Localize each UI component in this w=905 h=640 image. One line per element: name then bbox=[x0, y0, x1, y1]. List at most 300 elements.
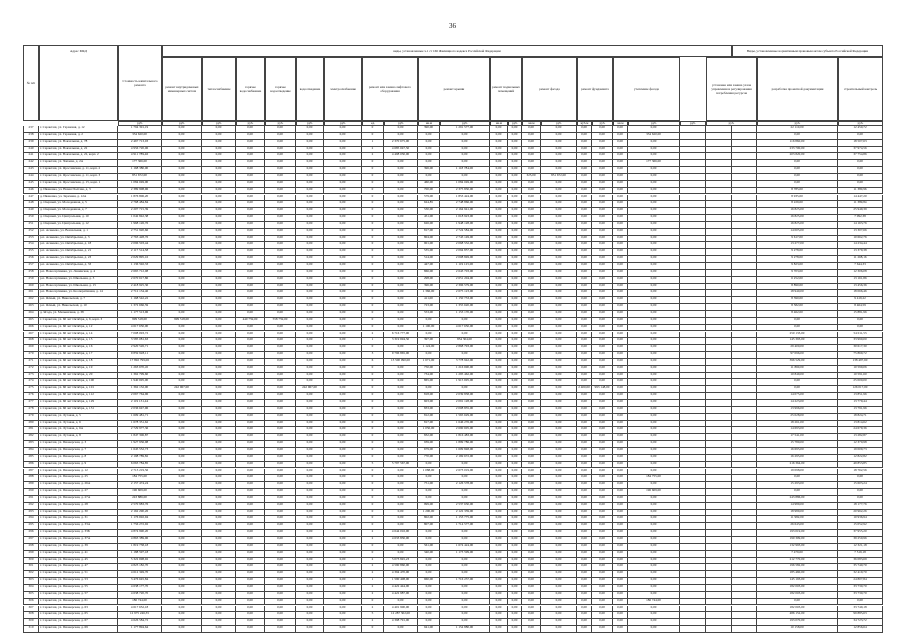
row-value: 0,00 bbox=[613, 153, 628, 160]
row-value: 0,00 bbox=[541, 469, 577, 476]
row-value: 2 537 630,00 bbox=[440, 503, 490, 510]
row-value: 0,00 bbox=[162, 373, 202, 380]
row-value: 0,00 bbox=[628, 379, 680, 386]
unit-5: руб. bbox=[296, 121, 324, 126]
row-value: 4 498 030,00 bbox=[384, 153, 418, 160]
empty-cell bbox=[706, 242, 732, 249]
row-value: 0,00 bbox=[508, 242, 522, 249]
row-value: 0,00 bbox=[592, 188, 613, 195]
row-value: 0,00 bbox=[162, 263, 202, 270]
row-value: 0,00 bbox=[613, 133, 628, 140]
row-value: 0,00 bbox=[541, 332, 577, 339]
row-value: 0,00 bbox=[324, 441, 362, 448]
empty-cell bbox=[680, 249, 706, 256]
row-number: 305 bbox=[23, 592, 39, 599]
row-value: 0,00 bbox=[628, 393, 680, 400]
empty-cell bbox=[706, 585, 732, 592]
row-value: 0,00 bbox=[522, 537, 541, 544]
row-value: 0,00 bbox=[613, 523, 628, 530]
row-value: 0,00 bbox=[296, 195, 324, 202]
row-value: 8 464,59 bbox=[838, 304, 883, 311]
row-value: 0,00 bbox=[236, 297, 265, 304]
row-value: 700,00 bbox=[418, 188, 440, 195]
row-value: 0,00 bbox=[522, 236, 541, 243]
row-value: 0,00 bbox=[265, 277, 296, 284]
empty-cell bbox=[706, 270, 732, 277]
empty-cell bbox=[706, 215, 732, 222]
row-value: 0,00 bbox=[418, 619, 440, 626]
row-number: 309 bbox=[23, 619, 39, 626]
row-address: г. Саракташ, ул. Пионерская, д. 8 bbox=[39, 455, 118, 462]
row-value: 0,00 bbox=[508, 160, 522, 167]
row-number: 258 bbox=[23, 270, 39, 277]
row-value: 0,00 bbox=[384, 325, 418, 332]
row-value: 0,00 bbox=[592, 544, 613, 551]
row-value: 0 bbox=[362, 311, 384, 318]
row-value: 0,00 bbox=[592, 256, 613, 263]
row-value: 2 570 983,76 bbox=[118, 503, 162, 510]
row-value: 0,00 bbox=[757, 379, 838, 386]
row-value: 0,00 bbox=[265, 181, 296, 188]
row-value: 0,00 bbox=[577, 284, 592, 291]
row-value: 0,00 bbox=[296, 366, 324, 373]
row-value: 0,00 bbox=[541, 345, 577, 352]
row-value: 0,00 bbox=[522, 544, 541, 551]
row-value: 2 008 835,00 bbox=[440, 407, 490, 414]
row-value: 0,00 bbox=[592, 201, 613, 208]
row-value: 0,00 bbox=[522, 503, 541, 510]
row-value: 0,00 bbox=[265, 249, 296, 256]
row-value: 2 751 920,66 bbox=[118, 229, 162, 236]
row-value: 0,00 bbox=[577, 496, 592, 503]
row-value: 0 bbox=[362, 482, 384, 489]
row-value: 0,00 bbox=[577, 249, 592, 256]
row-value: 0,00 bbox=[577, 366, 592, 373]
row-value: 851 672,00 bbox=[541, 174, 577, 181]
row-value: 1 678 351,62 bbox=[118, 421, 162, 428]
row-value: 11 380,96 bbox=[838, 188, 883, 195]
row-value: 0,00 bbox=[613, 469, 628, 476]
row-value: 0,00 bbox=[577, 530, 592, 537]
row-address: г. Саракташ, ул. Гаражная, д. 2 bbox=[39, 133, 118, 140]
row-value: 2 651 204,00 bbox=[440, 277, 490, 284]
row-value: 0,00 bbox=[236, 208, 265, 215]
row-value: 0,00 bbox=[577, 626, 592, 633]
row-value: 13 161,86 bbox=[838, 277, 883, 284]
row-value: 0,00 bbox=[757, 181, 838, 188]
row-value: 0,00 bbox=[757, 174, 838, 181]
row-value: 1 216 690,00 bbox=[440, 366, 490, 373]
row-value: 0,00 bbox=[490, 277, 508, 284]
row-value: 0,00 bbox=[236, 222, 265, 229]
row-value: 0,00 bbox=[490, 516, 508, 523]
row-value: 0,00 bbox=[236, 558, 265, 565]
row-value: 0,00 bbox=[236, 147, 265, 154]
row-value: 0,00 bbox=[613, 208, 628, 215]
row-value: 0,00 bbox=[577, 297, 592, 304]
row-value: 0,00 bbox=[384, 297, 418, 304]
empty-cell bbox=[706, 153, 732, 160]
row-value: 0,00 bbox=[384, 236, 418, 243]
row-value: 18 177,76 bbox=[838, 503, 883, 510]
row-value: 25 028,00 bbox=[757, 414, 838, 421]
row-value: 0,00 bbox=[490, 373, 508, 380]
row-value: 0,00 bbox=[265, 236, 296, 243]
row-value: 0,00 bbox=[613, 434, 628, 441]
row-value: 0,00 bbox=[296, 160, 324, 167]
row-value: 0,00 bbox=[296, 379, 324, 386]
row-value: 0,00 bbox=[508, 311, 522, 318]
row-value: 0,00 bbox=[522, 427, 541, 434]
row-value: 0,00 bbox=[202, 414, 236, 421]
empty-cell bbox=[732, 373, 757, 380]
empty-cell bbox=[732, 612, 757, 619]
row-address: г. Саракташ, ул. Пионерская, д. 25 bbox=[39, 475, 118, 482]
row-value: 0,00 bbox=[324, 414, 362, 421]
row-value: 0,00 bbox=[236, 441, 265, 448]
row-value: 0,00 bbox=[324, 400, 362, 407]
row-value: 0,00 bbox=[440, 537, 490, 544]
row-value: 0,00 bbox=[613, 277, 628, 284]
row-value: 0,00 bbox=[577, 489, 592, 496]
row-value: 3 319 694,50 bbox=[384, 338, 418, 345]
row-value: 0,00 bbox=[592, 366, 613, 373]
row-value: 33 730,70 bbox=[838, 592, 883, 599]
empty-cell bbox=[680, 215, 706, 222]
row-value: 0,00 bbox=[384, 503, 418, 510]
row-value: 0,00 bbox=[628, 332, 680, 339]
row-value: 0,00 bbox=[324, 612, 362, 619]
row-value: 0,00 bbox=[577, 208, 592, 215]
empty-cell bbox=[680, 297, 706, 304]
row-value: 0,00 bbox=[577, 174, 592, 181]
empty-cell bbox=[706, 318, 732, 325]
row-value: 0,00 bbox=[236, 592, 265, 599]
row-value: 0,00 bbox=[592, 284, 613, 291]
row-value: 0,00 bbox=[236, 140, 265, 147]
row-value: 24 807,84 bbox=[838, 578, 883, 585]
row-value: 6 bbox=[362, 359, 384, 366]
row-value: 0,00 bbox=[541, 612, 577, 619]
row-value: 0,00 bbox=[577, 332, 592, 339]
row-value: 10 936,94 bbox=[838, 516, 883, 523]
row-value: 0 bbox=[362, 503, 384, 510]
empty-cell bbox=[732, 242, 757, 249]
row-value: 37 754,86 bbox=[838, 153, 883, 160]
row-value: 0,00 bbox=[490, 592, 508, 599]
row-value: 0,00 bbox=[541, 338, 577, 345]
row-value: 0,00 bbox=[522, 311, 541, 318]
row-address: г. Саракташ, ул. 60 лет Октября, д. 129 bbox=[39, 400, 118, 407]
row-value: 0,00 bbox=[613, 386, 628, 393]
row-value: 30 617,30 bbox=[838, 345, 883, 352]
row-value: 9 823,00 bbox=[757, 263, 838, 270]
row-value: 0,00 bbox=[541, 215, 577, 222]
row-value: 0,00 bbox=[236, 167, 265, 174]
row-value: 0,00 bbox=[628, 222, 680, 229]
row-value: 0,00 bbox=[577, 551, 592, 558]
row-value: 0,00 bbox=[541, 242, 577, 249]
empty-cell bbox=[732, 571, 757, 578]
row-value: 0 bbox=[362, 249, 384, 256]
row-value: 0,00 bbox=[418, 318, 440, 325]
row-value: 451,00 bbox=[418, 215, 440, 222]
header-cost: Стоимость капитального ремонта bbox=[118, 45, 162, 121]
row-address: г. Саракташ, ул. Пионерская, д. 57 bbox=[39, 592, 118, 599]
row-value: 0 bbox=[362, 215, 384, 222]
row-value: 3 476 645,84 bbox=[118, 578, 162, 585]
row-value: 13 307,66 bbox=[838, 229, 883, 236]
row-value: 196 582,00 bbox=[757, 564, 838, 571]
row-value: 0,00 bbox=[265, 325, 296, 332]
row-value: 0 bbox=[362, 496, 384, 503]
row-value: 2 096 503,44 bbox=[118, 242, 162, 249]
row-value: 5 bbox=[362, 462, 384, 469]
row-value: 0,00 bbox=[202, 208, 236, 215]
row-value: 10 158,00 bbox=[757, 626, 838, 633]
row-value: 0,00 bbox=[508, 332, 522, 339]
row-value: 0,00 bbox=[440, 352, 490, 359]
row-value: 0,00 bbox=[265, 195, 296, 202]
row-value: 0,00 bbox=[541, 551, 577, 558]
row-value: 0,00 bbox=[440, 585, 490, 592]
unit-12: руб. bbox=[508, 121, 522, 126]
row-value: 7 519,18 bbox=[838, 551, 883, 558]
row-value: 603,00 bbox=[418, 400, 440, 407]
empty-cell bbox=[680, 503, 706, 510]
row-value: 396 529,00 bbox=[757, 359, 838, 366]
empty-cell bbox=[680, 373, 706, 380]
row-value: 0,00 bbox=[541, 626, 577, 633]
unit-19: руб. bbox=[680, 121, 706, 126]
empty-cell bbox=[706, 558, 732, 565]
row-value: 334 620,00 bbox=[628, 133, 680, 140]
row-value: 0,00 bbox=[628, 311, 680, 318]
row-value: 8 935,00 bbox=[757, 195, 838, 202]
row-value: 186 744,00 bbox=[118, 599, 162, 606]
empty-cell bbox=[706, 147, 732, 154]
header-col-4: водоотведение bbox=[296, 57, 324, 121]
row-value: 0,00 bbox=[440, 386, 490, 393]
empty-cell bbox=[706, 366, 732, 373]
row-value: 17 892 799,06 bbox=[118, 359, 162, 366]
row-number: 246 bbox=[23, 188, 39, 195]
row-value: 0,00 bbox=[162, 338, 202, 345]
row-number: 276 bbox=[23, 393, 39, 400]
row-value: 0,00 bbox=[236, 181, 265, 188]
empty-cell bbox=[732, 606, 757, 613]
row-value: 0,00 bbox=[541, 126, 577, 133]
row-value: 0,00 bbox=[265, 256, 296, 263]
row-value: 0,00 bbox=[324, 530, 362, 537]
row-value: 0,00 bbox=[541, 270, 577, 277]
row-value: 0,00 bbox=[628, 578, 680, 585]
row-value: 1 168 542,22 bbox=[118, 297, 162, 304]
row-value: 0,00 bbox=[522, 338, 541, 345]
row-value: 0,00 bbox=[324, 606, 362, 613]
row-value: 0,00 bbox=[508, 503, 522, 510]
row-value: 196 609,00 bbox=[118, 489, 162, 496]
row-value: 0,00 bbox=[418, 585, 440, 592]
row-value: 0,00 bbox=[162, 284, 202, 291]
row-value: 0,00 bbox=[522, 434, 541, 441]
row-value: 243 886,00 bbox=[118, 496, 162, 503]
row-value: 1 bbox=[362, 578, 384, 585]
row-value: 0,00 bbox=[162, 352, 202, 359]
row-value: 0 bbox=[362, 386, 384, 393]
row-value: 0,00 bbox=[384, 455, 418, 462]
row-value: 0,00 bbox=[522, 619, 541, 626]
row-value: 11 860,00 bbox=[757, 366, 838, 373]
empty-cell bbox=[680, 571, 706, 578]
row-value: 0,00 bbox=[324, 489, 362, 496]
row-value: 1 876 806,20 bbox=[118, 195, 162, 202]
row-value: 0,00 bbox=[296, 571, 324, 578]
empty-cell bbox=[732, 619, 757, 626]
row-value: 0,00 bbox=[324, 482, 362, 489]
row-value: 960,00 bbox=[418, 578, 440, 585]
row-value: 0,00 bbox=[162, 414, 202, 421]
empty-cell bbox=[732, 256, 757, 263]
unit-2: руб. bbox=[202, 121, 236, 126]
row-value: 0,00 bbox=[508, 256, 522, 263]
row-value: 0,00 bbox=[296, 332, 324, 339]
row-value: 0,00 bbox=[508, 530, 522, 537]
row-value: 0,00 bbox=[541, 153, 577, 160]
row-value: 25 949,39 bbox=[838, 208, 883, 215]
empty-cell bbox=[706, 386, 732, 393]
row-value: 7 092,38 bbox=[838, 215, 883, 222]
row-number: 279 bbox=[23, 414, 39, 421]
row-value: 0,00 bbox=[577, 263, 592, 270]
row-value: 0,00 bbox=[296, 448, 324, 455]
empty-cell bbox=[732, 277, 757, 284]
row-value: 0,00 bbox=[628, 386, 680, 393]
row-value: 4 644 016,00 bbox=[384, 530, 418, 537]
row-value: 75 869,72 bbox=[838, 352, 883, 359]
unit-20: руб. bbox=[706, 121, 757, 126]
empty-cell bbox=[732, 558, 757, 565]
row-value: 13 282,87 bbox=[838, 434, 883, 441]
row-value: 0,00 bbox=[236, 386, 265, 393]
row-value: 14 005,00 bbox=[757, 229, 838, 236]
row-address: р.п. Асекеево, ул. Октябрьская, д. 33 bbox=[39, 263, 118, 270]
row-value: 0,00 bbox=[541, 208, 577, 215]
row-value: 184 755,00 bbox=[628, 475, 680, 482]
row-value: 854 304,00 bbox=[440, 338, 490, 345]
row-value: 0,00 bbox=[236, 345, 265, 352]
row-value: 0,00 bbox=[490, 434, 508, 441]
row-value: 0,00 bbox=[162, 571, 202, 578]
row-value: 0,00 bbox=[162, 612, 202, 619]
empty-cell bbox=[732, 229, 757, 236]
row-value: 0,00 bbox=[202, 284, 236, 291]
row-value: 0,00 bbox=[202, 544, 236, 551]
empty-cell bbox=[732, 236, 757, 243]
row-value: 0,00 bbox=[490, 441, 508, 448]
row-value: 0,00 bbox=[162, 325, 202, 332]
row-value: 0,00 bbox=[202, 578, 236, 585]
row-value: 15 052,92 bbox=[838, 523, 883, 530]
empty-cell bbox=[680, 606, 706, 613]
row-value: 0,00 bbox=[592, 160, 613, 167]
row-value: 4 863 389,96 bbox=[118, 537, 162, 544]
row-value: 0,00 bbox=[236, 619, 265, 626]
row-value: 1 119 125,00 bbox=[440, 263, 490, 270]
row-value: 0,00 bbox=[162, 523, 202, 530]
header-col-7: ремонт крыши bbox=[418, 57, 490, 121]
row-value: 0,00 bbox=[541, 359, 577, 366]
empty-cell bbox=[680, 195, 706, 202]
empty-cell bbox=[680, 345, 706, 352]
row-value: 0,00 bbox=[757, 475, 838, 482]
row-value: 0,00 bbox=[490, 297, 508, 304]
empty-cell bbox=[680, 147, 706, 154]
row-value: 447,00 bbox=[418, 263, 440, 270]
row-value: 0,00 bbox=[202, 489, 236, 496]
row-value: 0,00 bbox=[522, 455, 541, 462]
page-number: 36 bbox=[449, 22, 456, 30]
row-value: 0,00 bbox=[541, 462, 577, 469]
row-value: 0,00 bbox=[508, 325, 522, 332]
row-value: 0,00 bbox=[384, 242, 418, 249]
empty-cell bbox=[732, 393, 757, 400]
row-value: 0,00 bbox=[324, 510, 362, 517]
row-value: 0,00 bbox=[541, 181, 577, 188]
row-number: 249 bbox=[23, 208, 39, 215]
row-value: 0,00 bbox=[522, 208, 541, 215]
row-value: 0,00 bbox=[490, 407, 508, 414]
row-value: 0,00 bbox=[577, 619, 592, 626]
row-value: 0,00 bbox=[236, 332, 265, 339]
empty-cell bbox=[680, 448, 706, 455]
row-value: 0,00 bbox=[296, 277, 324, 284]
row-value: 0,00 bbox=[324, 359, 362, 366]
row-value: 12 856,64 bbox=[838, 626, 883, 633]
row-value: 0,00 bbox=[613, 195, 628, 202]
row-number: 240 bbox=[23, 147, 39, 154]
row-value: 0,00 bbox=[384, 510, 418, 517]
row-value: 0,00 bbox=[202, 311, 236, 318]
row-value: 0,00 bbox=[265, 523, 296, 530]
row-value: 0,00 bbox=[324, 448, 362, 455]
row-value: 0,00 bbox=[384, 126, 418, 133]
row-value: 0,00 bbox=[324, 304, 362, 311]
row-value: 0,00 bbox=[384, 249, 418, 256]
empty-cell bbox=[680, 421, 706, 428]
row-value: 0,00 bbox=[613, 578, 628, 585]
row-value: 0,00 bbox=[592, 290, 613, 297]
row-value: 0,00 bbox=[613, 530, 628, 537]
row-value: 1 927 936,98 bbox=[118, 441, 162, 448]
row-address: г. Саракташ, ул. Пионерская, д. 55 bbox=[39, 585, 118, 592]
row-value: 19 098,00 bbox=[757, 469, 838, 476]
row-value: 0,00 bbox=[440, 160, 490, 167]
row-value: 0,00 bbox=[384, 174, 418, 181]
row-value: 0,00 bbox=[296, 215, 324, 222]
empty-cell bbox=[680, 578, 706, 585]
row-value: 1 042 842,38 bbox=[118, 215, 162, 222]
row-value: 0 bbox=[362, 455, 384, 462]
row-value: 750,00 bbox=[418, 366, 440, 373]
row-value: 0,00 bbox=[592, 503, 613, 510]
row-value: 0,00 bbox=[490, 414, 508, 421]
row-value: 0,00 bbox=[418, 592, 440, 599]
row-value: 0,00 bbox=[490, 386, 508, 393]
row-value: 0,00 bbox=[628, 558, 680, 565]
row-value: 2 724 584,00 bbox=[440, 229, 490, 236]
row-value: 1 263 670,45 bbox=[118, 366, 162, 373]
